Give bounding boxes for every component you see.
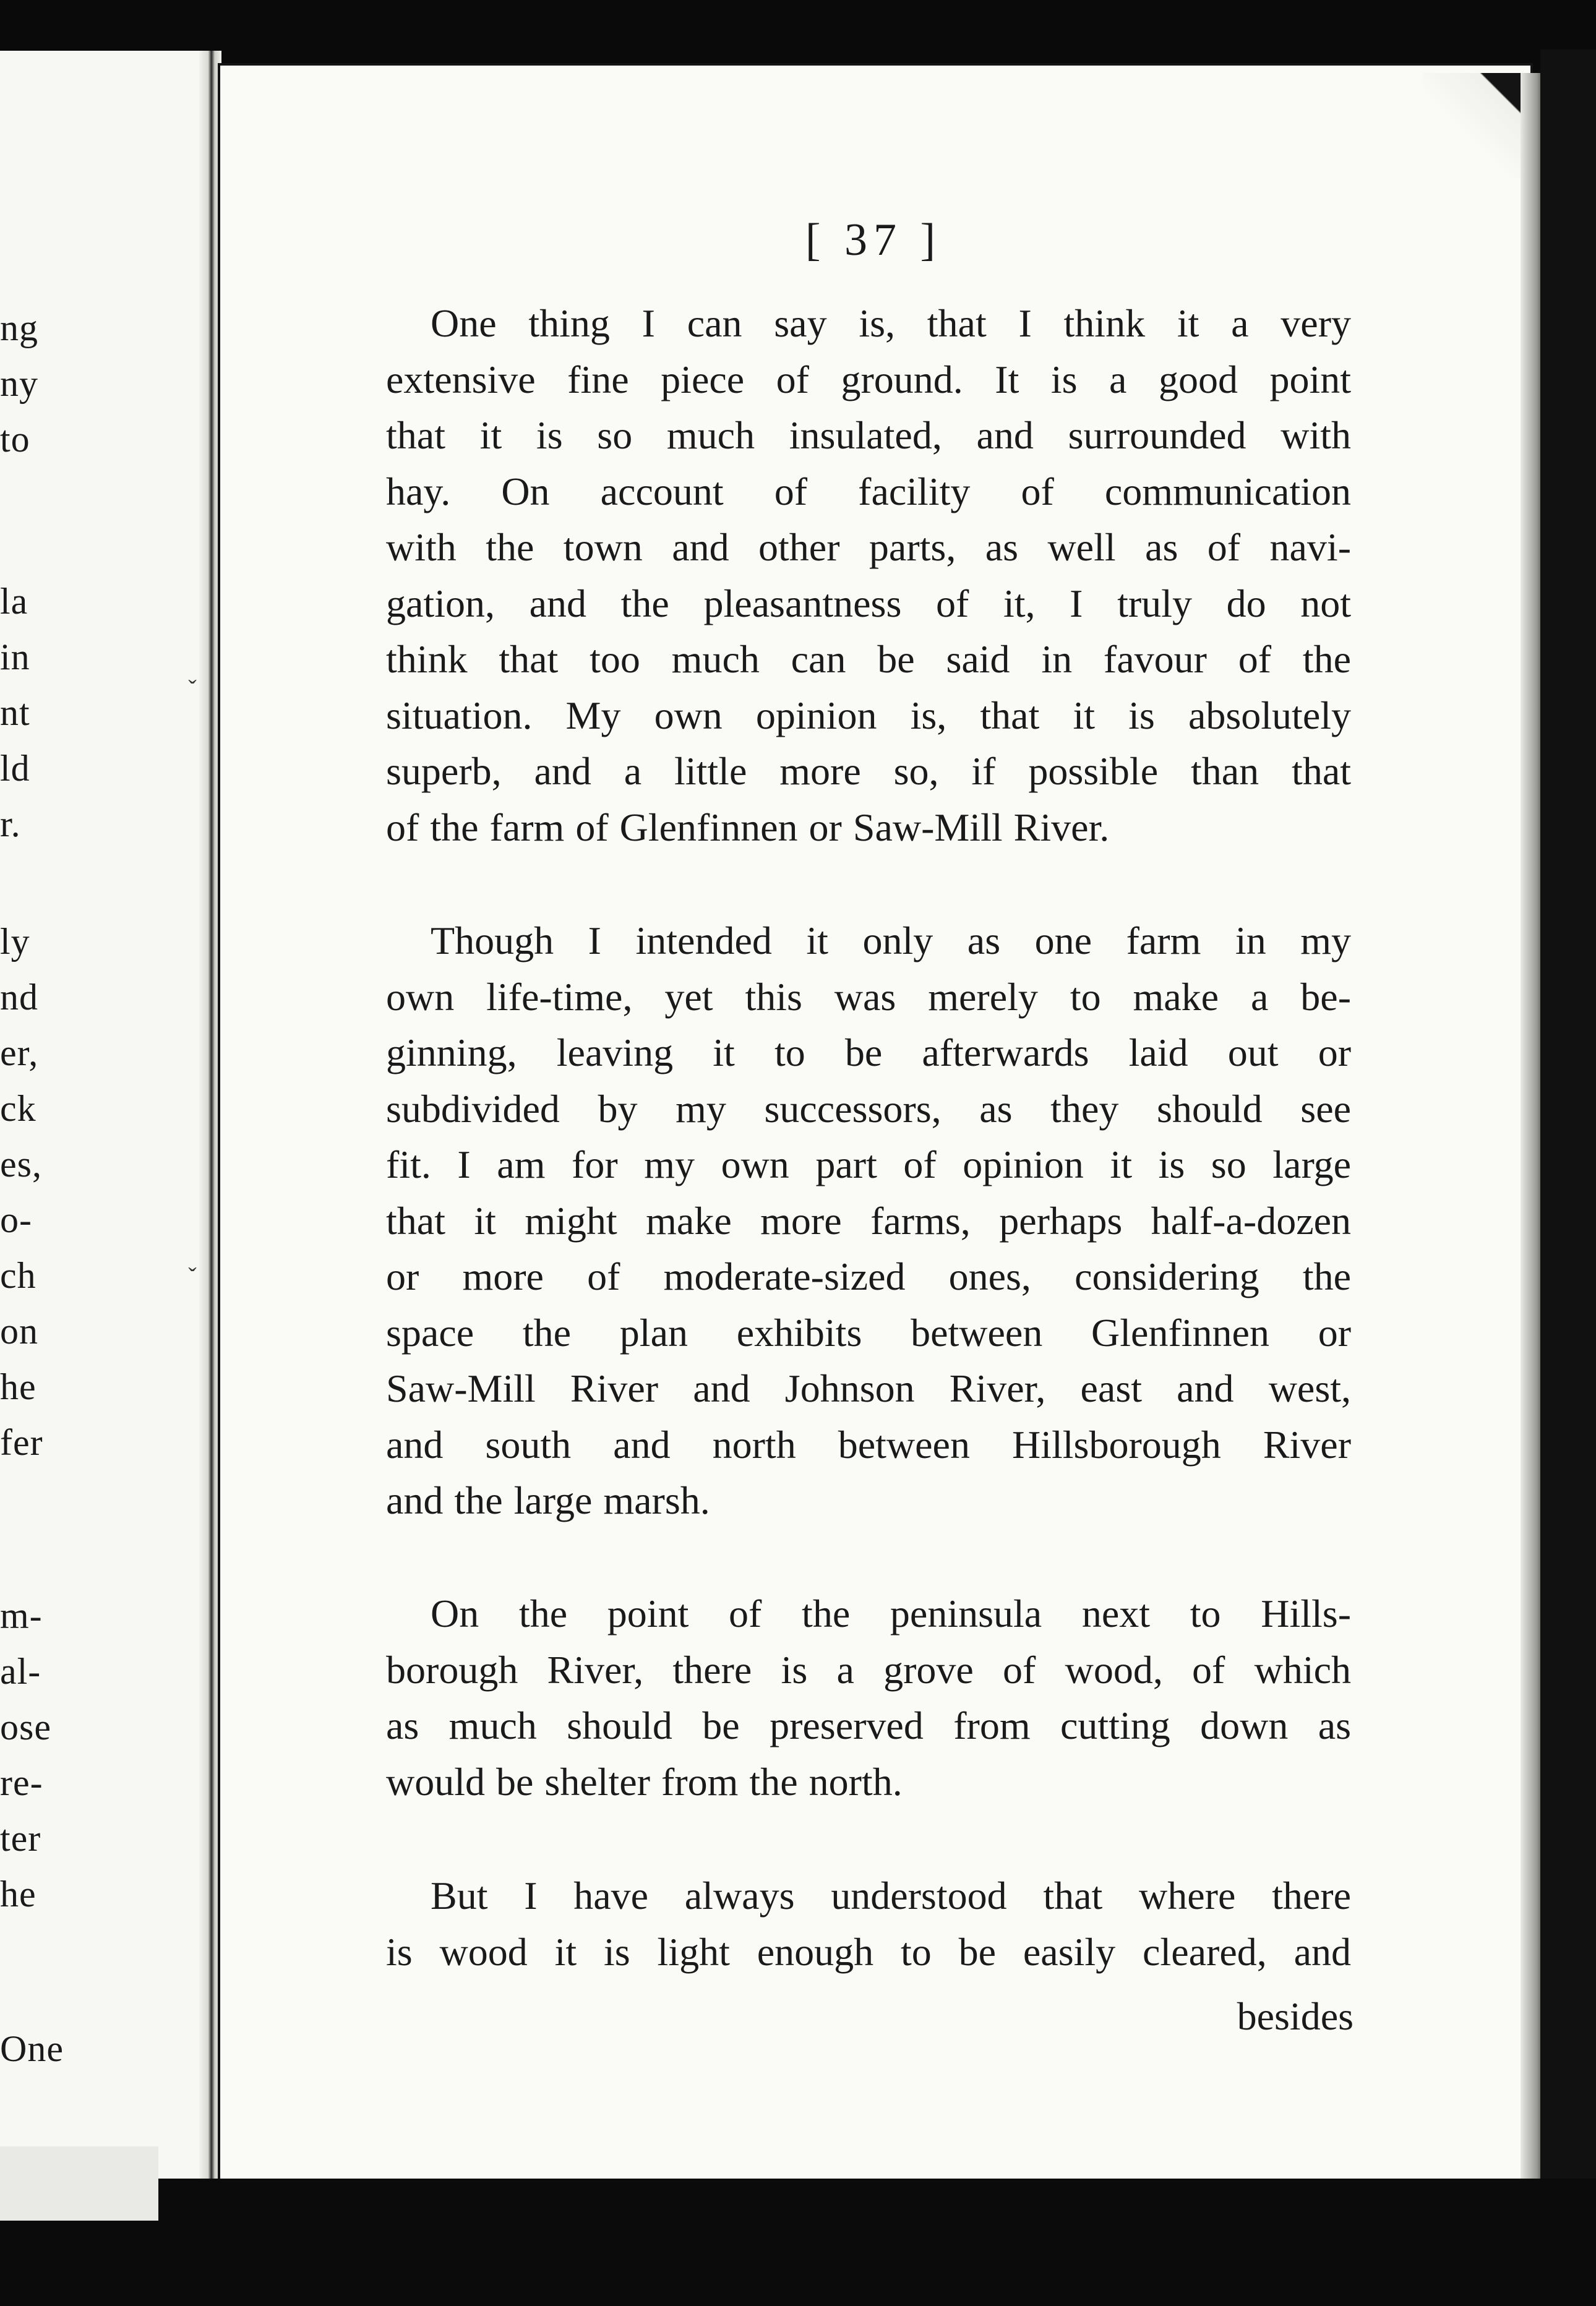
fragment-line: o- (0, 1199, 32, 1240)
fragment-line: m- (0, 1595, 43, 1636)
fragment-line: to (0, 419, 30, 460)
fragment-line: in (0, 637, 30, 677)
fragment-line: ter (0, 1818, 41, 1859)
fragment-line: he (0, 1874, 36, 1914)
gutter-mark: ˇ (188, 1262, 197, 1290)
scan-border-bottom (0, 2179, 1596, 2306)
text-line: of the farm of Glenfinnen or Saw-Mill River. (386, 805, 1110, 849)
fragment-line: nt (0, 692, 30, 733)
fragment-line: al- (0, 1651, 41, 1692)
fragment-line: ng (0, 307, 38, 348)
text-line: with the town and other parts, as well as of navi- (386, 525, 1351, 569)
gutter-mark: ˇ (188, 675, 197, 703)
text-line: and south and north between Hillsborough River (386, 1422, 1351, 1467)
text-line: or more of moderate-sized ones, considering the (386, 1254, 1351, 1298)
page-number: [ 37 ] (805, 215, 942, 265)
text-line: hay. On account of facility of communication (386, 469, 1351, 513)
text-line: gation, and the pleasantness of it, I truly do not (386, 581, 1351, 625)
text-line: and the large marsh. (386, 1478, 710, 1522)
paragraph-4 (386, 1868, 1351, 1980)
fragment-line: ose (0, 1707, 51, 1747)
text-line: extensive fine piece of ground. It is a good point (386, 357, 1351, 401)
text-line: Though I intended it only as one farm in my (431, 919, 1351, 962)
catchword: besides (1237, 1994, 1354, 2038)
text-line: But I have always understood that where there (431, 1874, 1351, 1918)
fragment-line: r. (0, 804, 21, 844)
text-line: fit. I am for my own part of opinion it is so large (386, 1142, 1351, 1186)
fragment-line: es, (0, 1144, 42, 1185)
paragraph-1 (386, 296, 1351, 855)
text-line: that it might make more farms, perhaps half-a-dozen (386, 1198, 1351, 1243)
fragment-line: fer (0, 1422, 43, 1463)
fragment-line: ch (0, 1255, 36, 1296)
fragment-line: he (0, 1366, 36, 1407)
text-line: situation. My own opinion is, that it is absolutely (386, 693, 1351, 737)
fragment-line: ny (0, 363, 38, 404)
text-line: borough River, there is a grove of wood, of which (386, 1647, 1351, 1692)
text-line: One thing I can say is, that I think it a very (431, 301, 1351, 345)
fragment-line: nd (0, 977, 38, 1018)
text-line: ginning, leaving it to be afterwards laid out or (386, 1031, 1351, 1074)
paragraph-3 (386, 1586, 1351, 1810)
fragment-line: ld (0, 748, 30, 789)
text-line: On the point of the peninsula next to Hills- (431, 1592, 1351, 1635)
scan-border-right (1540, 49, 1596, 2276)
text-line: as much should be preserved from cutting down as (386, 1704, 1351, 1747)
fragment-line: ly (0, 921, 30, 962)
paragraph-2 (386, 913, 1351, 1529)
fragment-line: re- (0, 1762, 43, 1803)
text-line: superb, and a little more so, if possible than that (386, 749, 1351, 793)
fragment-line: er, (0, 1032, 39, 1073)
paper-strip (0, 2146, 158, 2221)
dog-eared-corner (1423, 73, 1528, 178)
text-line: think that too much can be said in favour of the (386, 637, 1351, 681)
text-line: subdivided by my successors, as they should see (386, 1086, 1351, 1131)
fragment-line: ck (0, 1088, 36, 1129)
text-line: space the plan exhibits between Glenfinnen or (386, 1310, 1351, 1355)
text-line: that it is so much insulated, and surrounded with (386, 413, 1351, 457)
text-line: own life-time, yet this was merely to make a be- (386, 974, 1351, 1019)
text-line: Saw-Mill River and Johnson River, east and west, (386, 1366, 1351, 1410)
text-line: is wood it is light enough to be easily cleared, and (386, 1929, 1351, 1974)
fragment-line: on (0, 1311, 38, 1352)
text-line: would be shelter from the north. (386, 1759, 903, 1804)
fragment-line: One (0, 2028, 64, 2069)
fragment-line: la (0, 581, 28, 622)
previous-page-fragment (0, 51, 210, 2179)
